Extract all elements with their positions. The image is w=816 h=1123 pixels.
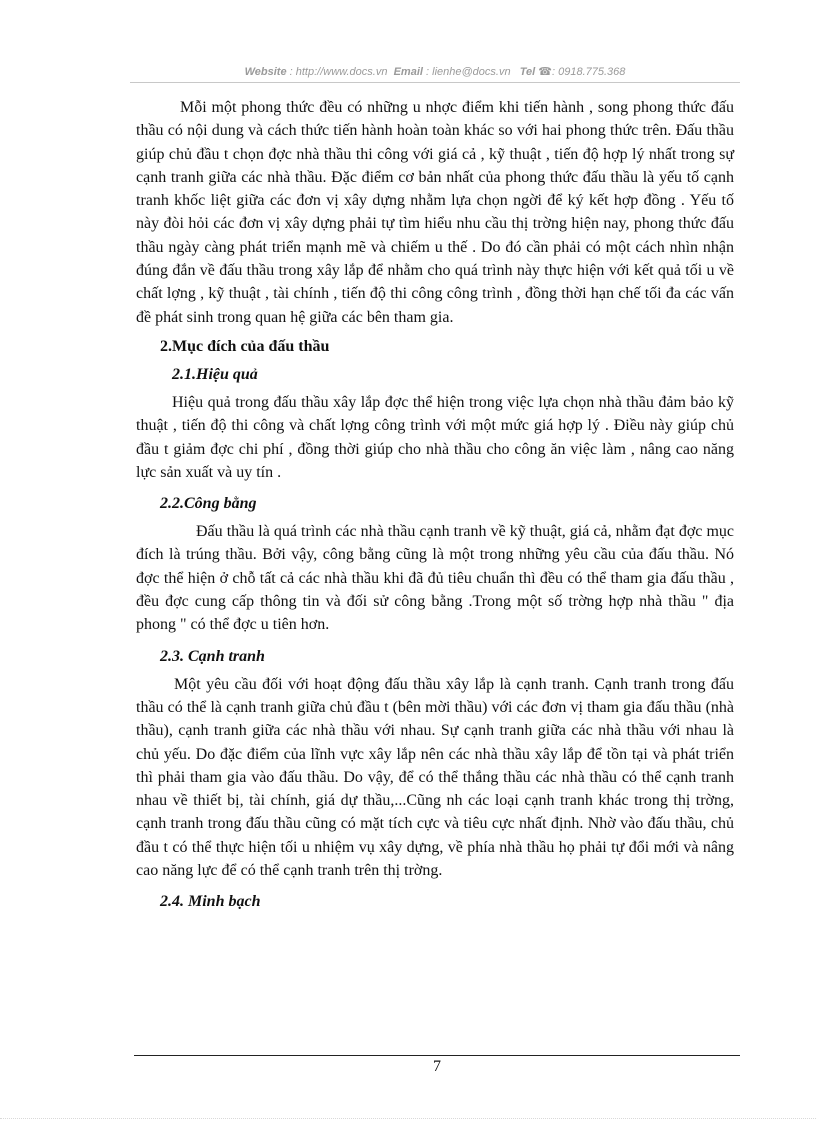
website-label: Website [244,66,287,78]
cong-bang-paragraph: Đấu thầu là quá trình các nhà thầu cạnh tranh về kỹ thuật, giá cả, nhằm đạt đợc mục đích là trúng thầu. Bởi vậy, công bằng cũng là một trong những yêu cầu của đấu thầu. Nó đợc thể hiện ở chỗ tất cả các nhà thầu khi đã đủ tiêu chuẩn thì đều có thể tham gia đấu thầu , đều đợc cung cấp thông tin và đối sử công bằng .Trong một số trờng hợp nhà thầu " địa phong " có thể đợc u tiên hơn. [136,523,734,634]
page-bottom-edge [0,1118,816,1119]
footer-divider [134,1055,740,1056]
page-header [130,62,740,83]
page-number: 7 [433,1058,441,1075]
section-heading-muc-dich: 2.Mục đích của đấu thầu [160,337,330,355]
hieu-qua-paragraph: Hiệu quả trong đấu thầu xây lắp đợc thể hiện trong việc lựa chọn nhà thầu đảm bảo kỹ thuật , tiến độ thi công và chất lợng công trình với một mức giá hợp lý . Điều này giúp chủ đầu t giảm đợc chi phí , đồng thời giúp cho nhà thầu cho công ăn việc làm , nâng cao năng lực sản xuất và uy tín . [136,393,734,481]
tel-label: Tel [519,66,536,78]
email-label: Email [393,66,423,78]
website-value: : http://www.docs.vn [289,66,388,78]
subsection-heading-minh-bach: 2.4. Minh bạch [160,893,261,911]
tel-value: ☎: 0918.775.368 [538,66,626,78]
subsection-heading-canh-tranh: 2.3. Cạnh tranh [160,647,265,665]
document-body [136,96,734,918]
email-value: : lienhe@docs.vn [426,66,511,78]
subsection-heading-hieu-qua: 2.1.Hiệu quả [172,365,258,383]
intro-paragraph: Mỗi một phong thức đều có những u nhợc điểm khi tiến hành , song phong thức đấu thầu có nội dung và cách thức tiến hành hoàn toàn khác so với hai phong thức trên. Đấu thầu giúp chủ đầu t chọn đợc nhà thầu thi công với giá cả , kỹ thuật , tiến độ hợp lý nhất trong sự cạnh tranh giữa các nhà thầu. Đặc điểm cơ bản nhất của phong thức đấu thầu là yếu tố cạnh tranh khốc liệt giữa các đơn vị xây dựng nhằm lựa chọn ngời để ký kết hợp đồng . Yếu tố này đòi hỏi các đơn vị xây dựng phải tự tìm hiểu nhu cầu thị trờng hiện nay, phong thức đấu thầu ngày càng phát triển mạnh mẽ và chiếm u thế . Do đó cần phải có một cách nhìn nhận đúng đắn về đấu thầu trong xây lắp để nhằm cho quá trình này thực hiện với kết quả tối u về chất lợng , kỹ thuật , tài chính , tiến độ thi công công trình , đồng thời hạn chế tối đa các vấn đề phát sinh trong quan hệ giữa các bên tham gia. [136,99,734,326]
canh-tranh-paragraph: Một yêu cầu đối với hoạt động đấu thầu xây lắp là cạnh tranh. Cạnh tranh trong đấu thầu có thể là cạnh tranh giữa chủ đầu t (bên mời thầu) với các đơn vị tham gia đấu thầu (nhà thầu), cạnh tranh giữa các nhà thầu với nhau. Sự cạnh tranh giữa các nhà thầu với nhau là chủ yếu. Do đặc điểm của lĩnh vực xây lắp nên các nhà thầu xây lắp để tồn tại và phát triển thì phải tham gia vào đấu thầu. Do vậy, để có thể thắng thầu các nhà thầu có thể cạnh tranh nhau về thiết bị, tài chính, giá dự thầu,...Cũng nh các loại cạnh tranh khác trong thị trờng, cạnh tranh trong đấu thầu cũng có mặt tích cực và tiêu cực nhất định. Nhờ vào đấu thầu, chủ đầu t có thể thực hiện tối u nhiệm vụ xây dựng, về phía nhà thầu họ phải tự đổi mới và nâng cao năng lực để có thể cạnh tranh trên thị trờng. [136,675,734,880]
subsection-heading-cong-bang: 2.2.Công bằng [160,495,257,513]
